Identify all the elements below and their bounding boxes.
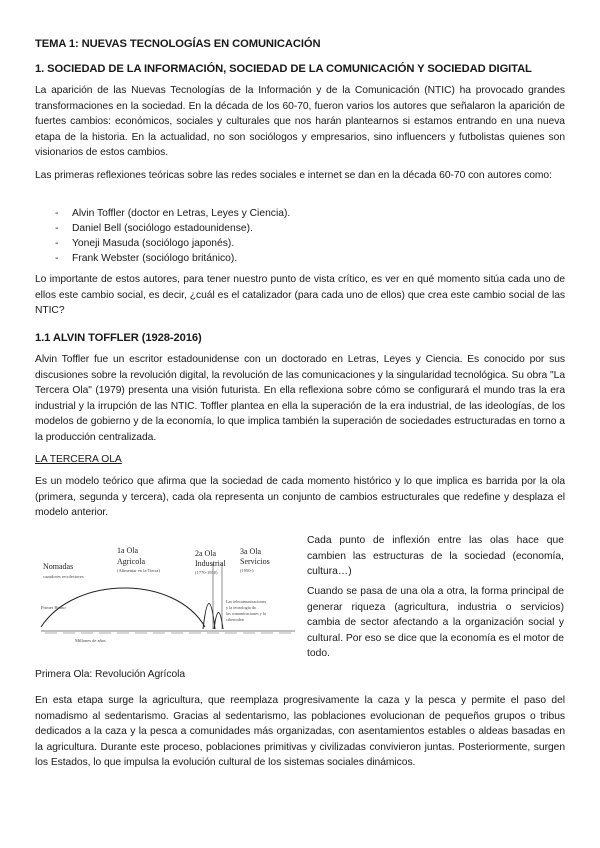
- reflexiones-paragraph: Las primeras reflexiones teóricas sobre las redes sociales e internet se dan en la década 60-70 con autores como:: [35, 170, 552, 181]
- toffler-paragraph: Alvin Toffler fue un escritor estadounidense con un doctorado en Letras, Leyes y Ciencia. Es conocido por sus discusiones sobre la revolución digital, la revolución de las comunicaciones y la singularidad tecnológica. Su obra "La Tercera Ola" (1979) presenta una visión futurista. En ella reflexiona sobre cómo se configurará el mundo tras la era industrial y la irrupción de las NTIC. Toffler plantea en ella la superación de la era industrial, de las ideologías, de los modelos de gobierno y de la economía, lo que implica también la superación de sociedades estructuradas en torno a la producción centralizada.: [35, 354, 565, 443]
- section-heading: 1. SOCIEDAD DE LA INFORMACIÓN, SOCIEDAD DE LA COMUNICACIÓN Y SOCIEDAD DIGITAL: [35, 63, 532, 75]
- main-title: TEMA 1: NUEVAS TECNOLOGÍAS EN COMUNICACIÓN: [35, 38, 321, 50]
- note-line-1: Las telecomunicaciones: [226, 599, 267, 604]
- list-item: - Yoneji Masuda (sociólogo japonés).: [55, 238, 235, 250]
- intro-paragraph: La aparición de las Nuevas Tecnologías de la Información y de la Comunicación (NTIC) ha provocado grandes transformaciones en la sociedad. En la década de los 60-70, fueron varios los autores que señalaron la aparición de fuertes cambios: económicos, sociales y culturales que nos harán plantearnos si estamos entrando en una nueva etapa de la historia. En la actualidad, no son sociólogos y empresarios, sino influencers y futbolistas quienes son visionarios de estos cambios.: [35, 85, 565, 159]
- ola3-title: 3a Ola: [240, 547, 262, 556]
- ola2-title: 2a Ola: [195, 549, 217, 558]
- side-paragraph-1: Cada punto de inflexión entre las olas hace que cambien las estructuras de la sociedad (economía, cultura…): [307, 535, 564, 578]
- ola1-name: Agricola: [117, 557, 145, 566]
- toffler-heading: 1.1 ALVIN TOFFLER (1928-2016): [35, 332, 202, 344]
- list-item: - Daniel Bell (sociólogo estadounidense).: [55, 223, 253, 235]
- ola2-name: Industrial: [195, 559, 226, 568]
- importante-paragraph: Lo importante de estos autores, para tener nuestro punto de vista crítico, es ver en qué momento sitúa cada uno de ellos este cambio social, es decir, ¿cuál es el catalizador (para cada uno de ellos) que crea este cambio social de las NTIC?: [35, 274, 565, 317]
- list-item: - Frank Webster (sociólogo británico).: [55, 253, 238, 265]
- note-line-2: y la tecnología da: [226, 605, 256, 610]
- label-nomadas: Nomadas: [43, 562, 74, 571]
- primera-ola-subheading: Primera Ola: Revolución Agrícola: [35, 669, 186, 680]
- list-item: - Alvin Toffler (doctor en Letras, Leyes y Ciencia).: [55, 208, 291, 219]
- axis-caption: Millones de años: [75, 638, 106, 643]
- note-line-4: ciberorden: [226, 617, 244, 622]
- label-primer: Primer Homo: [41, 605, 66, 610]
- side-paragraph-2: Cuando se pasa de una ola a otra, la forma principal de generar riqueza (agricultura, industria o servicios) cambia de sector afectando a la organización social y cultural. Por eso se dice que la economía es el motor de todo.: [307, 586, 564, 660]
- modelo-paragraph: Es un modelo teórico que afirma que la sociedad de cada momento histórico y lo que implica es barrida por la ola (primera, segunda y tercera), cada ola representa un conjunto de cambios estructurales que redefine y desplaza el modelo anterior.: [35, 476, 565, 519]
- authors-list: [35, 206, 565, 266]
- ola1-sub: (Alimentar en la Tierra): [117, 568, 160, 573]
- label-nomadas-sub: cazadores recolectores: [43, 574, 84, 579]
- ola3-sub: (1950-): [240, 568, 254, 573]
- tercera-ola-subheading: LA TERCERA OLA: [35, 454, 122, 465]
- waves-figure: [35, 535, 299, 647]
- agricultura-paragraph: En esta etapa surge la agricultura, que reemplaza progresivamente la caza y la pesca y permite el paso del nomadismo al sedentarismo. Gracias al sedentarismo, las poblaciones evolucionan de pequeños grupos o tribus dedicados a la caza y la pesca a comunidades más organizadas, con asentamientos estables o aldeas basadas en la agricultura. Durante este proceso, poblaciones primitivas y civilizadas convivieron juntas. Posteriormente, surgen los Estados, lo que impulsa la evolución cultural de los sistemas sociales dinámicos.: [35, 695, 565, 769]
- ola3-name: Servicios: [240, 557, 270, 566]
- ola2-sub: (1770-1950): [195, 570, 218, 575]
- note-line-3: las comunicaciones y la: [226, 611, 266, 616]
- ola1-title: 1a Ola: [117, 546, 139, 555]
